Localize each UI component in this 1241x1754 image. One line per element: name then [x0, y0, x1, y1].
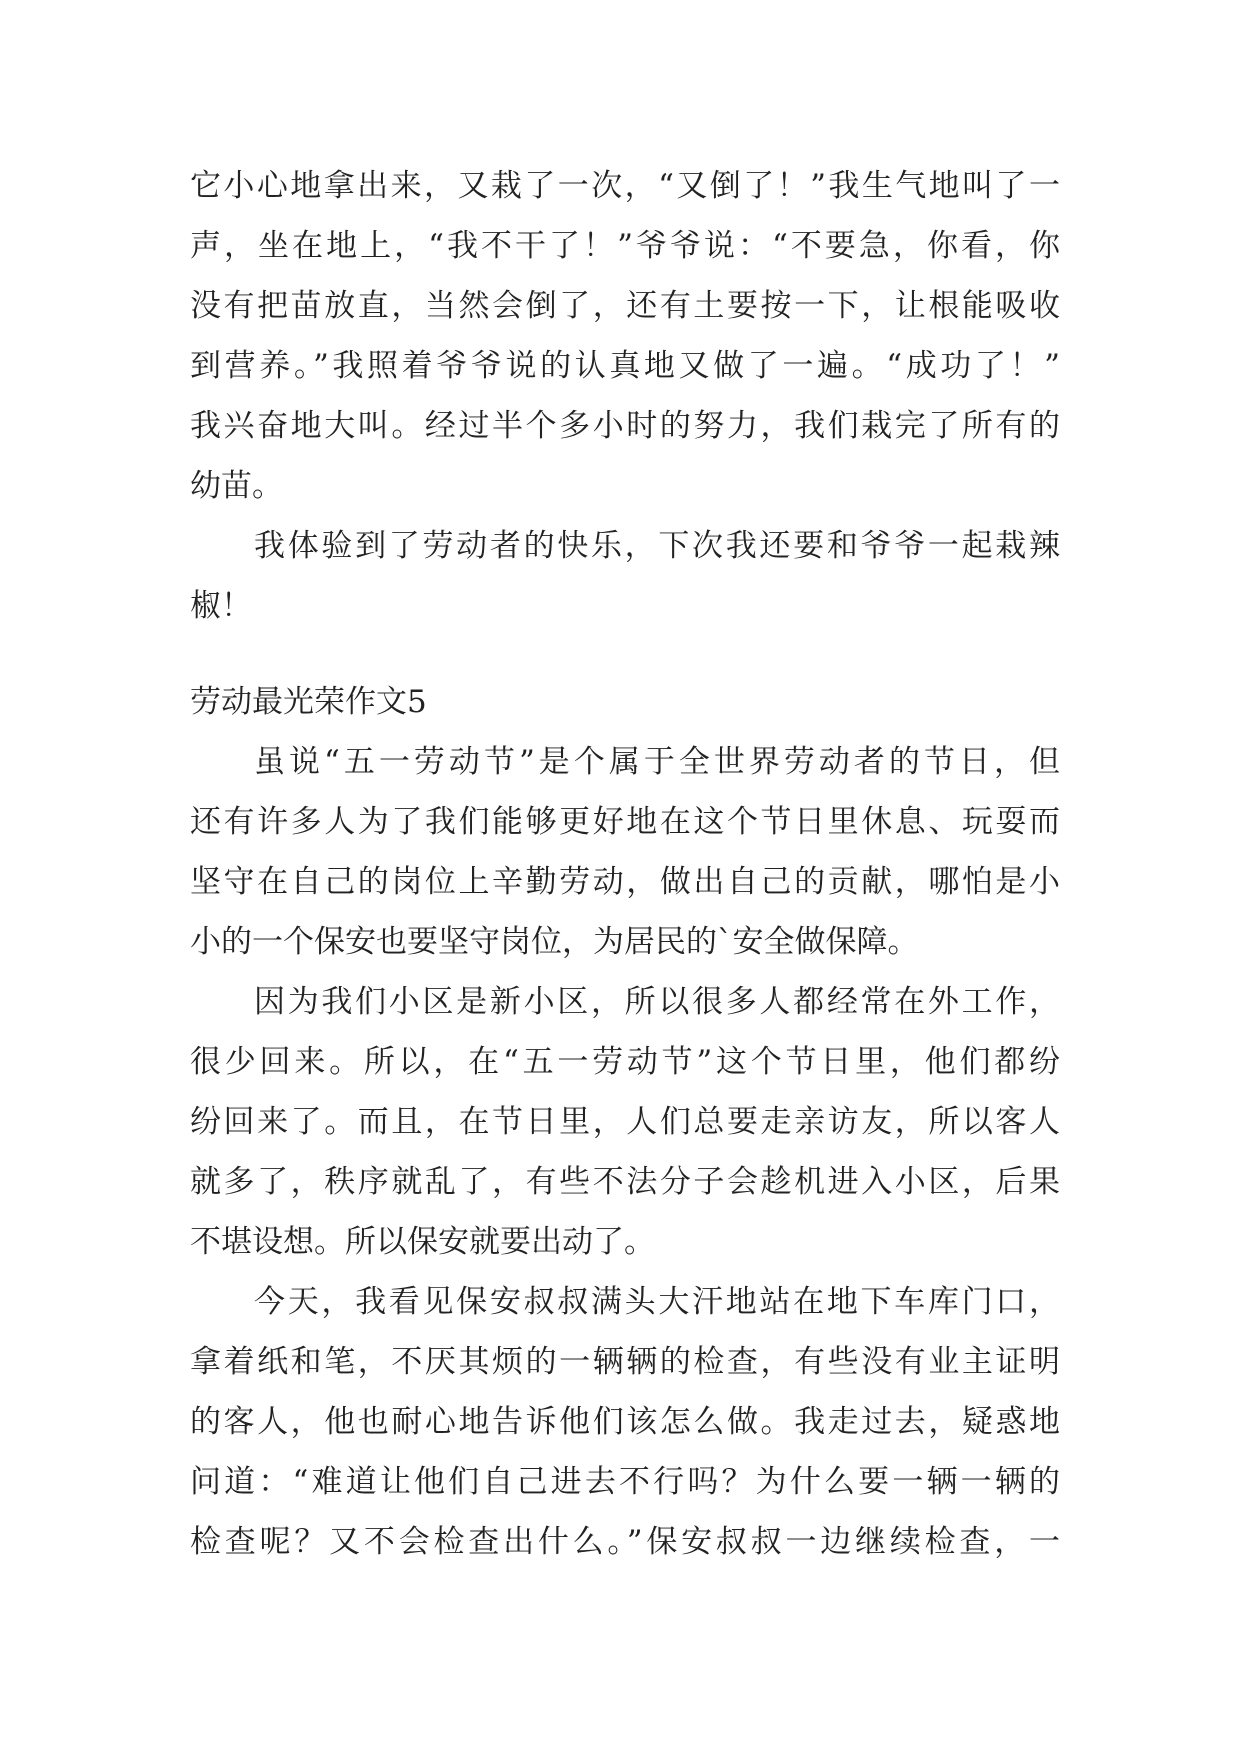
- text-line: 虽说“五一劳动节”是个属于全世界劳动者的节日，但: [254, 744, 1060, 780]
- text-line: 不堪设想。所以保安就要出动了。: [190, 1224, 655, 1260]
- text-line: 坚守在自己的岗位上辛勤劳动，做出自己的贡献，哪怕是小: [190, 864, 1060, 900]
- section-title: 劳动最光荣作文5: [190, 684, 427, 720]
- paragraph-labor-day-intro: [190, 732, 1060, 972]
- text-line: 就多了，秩序就乱了，有些不法分子会趁机进入小区，后果: [190, 1164, 1060, 1200]
- text-line: 小的一个保安也要坚守岗位，为居民的`安全做保障。: [190, 924, 919, 960]
- text-line: 我兴奋地大叫。经过半个多小时的努力，我们栽完了所有的: [190, 408, 1060, 444]
- text-line: 我体验到了劳动者的快乐，下次我还要和爷爷一起栽辣: [254, 528, 1060, 564]
- text-line: 椒！: [190, 588, 252, 624]
- text-line: 声，坐在地上，“我不干了！”爷爷说：“不要急，你看，你: [190, 228, 1060, 264]
- text-line: 今天，我看见保安叔叔满头大汗地站在地下车库门口，: [254, 1284, 1060, 1320]
- text-line: 检查呢？又不会检查出什么。”保安叔叔一边继续检查，一: [190, 1524, 1060, 1560]
- paragraph-conclusion: [190, 516, 1060, 636]
- paragraph-planting-continued: [190, 156, 1060, 516]
- text-line: 问道：“难道让他们自己进去不行吗？为什么要一辆一辆的: [190, 1464, 1060, 1500]
- text-line: 没有把苗放直，当然会倒了，还有土要按一下，让根能吸收: [190, 288, 1060, 324]
- text-line: 纷回来了。而且，在节日里，人们总要走亲访友，所以客人: [190, 1104, 1060, 1140]
- text-line: 它小心地拿出来，又栽了一次，“又倒了！”我生气地叫了一: [190, 168, 1060, 204]
- text-line: 幼苗。: [190, 468, 283, 504]
- text-line: 到营养。”我照着爷爷说的认真地又做了一遍。“成功了！”: [190, 348, 1060, 384]
- text-line: 的客人，他也耐心地告诉他们该怎么做。我走过去，疑惑地: [190, 1404, 1060, 1440]
- text-line: 很少回来。所以，在“五一劳动节”这个节日里，他们都纷: [190, 1044, 1060, 1080]
- text-line: 还有许多人为了我们能够更好地在这个节日里休息、玩耍而: [190, 804, 1060, 840]
- paragraph-new-community: [190, 972, 1060, 1272]
- paragraph-security-guard: [190, 1272, 1060, 1572]
- text-line: 因为我们小区是新小区，所以很多人都经常在外工作，: [254, 984, 1060, 1020]
- text-line: 拿着纸和笔，不厌其烦的一辆辆的检查，有些没有业主证明: [190, 1344, 1060, 1380]
